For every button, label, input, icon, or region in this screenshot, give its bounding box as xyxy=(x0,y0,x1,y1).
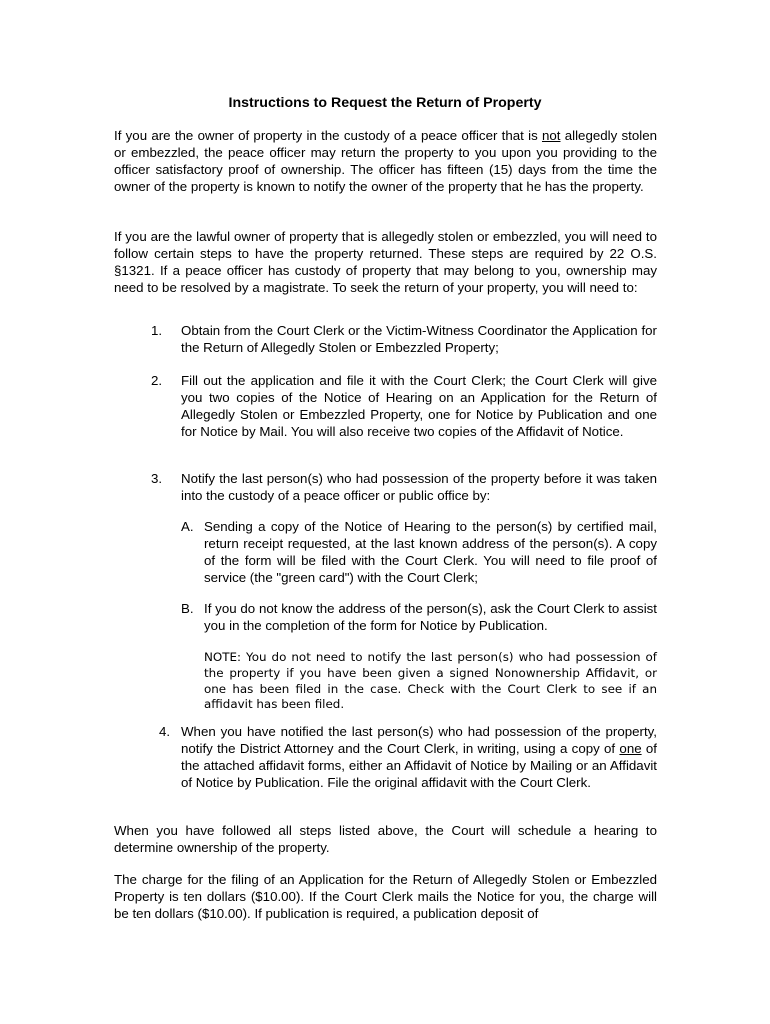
para1-text-before: If you are the owner of property in the custody of a peace officer that is xyxy=(114,128,542,143)
substep-b-letter: B. xyxy=(181,601,194,616)
step-2-text: Fill out the application and file it with the Court Clerk; the Court Clerk will give you two copies of the Notice of Hearing on an Application for the Return of Allegedly Stolen or Embezzled Property, one for Notice by Publication and one for Notice by Mail. You will also receive two copies of the Affidavit of Notice. xyxy=(181,373,657,439)
filing-charge-paragraph: The charge for the filing of an Application for the Return of Allegedly Stolen or Embezzled Property is ten dollars ($10.00). If the Court Clerk mails the Notice for you, the charge will be ten dollars ($10.00). If publication is required, a publication deposit of xyxy=(114,872,657,921)
page-title: Instructions to Request the Return of Property xyxy=(228,95,542,111)
step-3-substep-a xyxy=(181,519,657,587)
step-3-number: 3. xyxy=(151,471,163,486)
step-1-number: 1. xyxy=(151,323,163,338)
step-1-text: Obtain from the Court Clerk or the Victim-Witness Coordinator the Application for the Return of Allegedly Stolen or Embezzled Property; xyxy=(181,323,657,355)
substep-b-text: If you do not know the address of the person(s), ask the Court Clerk to assist you in the completion of the form for Notice by Publication. xyxy=(204,601,657,633)
substep-a-text: Sending a copy of the Notice of Hearing to the person(s) by certified mail, return receipt requested, at the last known address of the person(s). A copy of the form will be filed with the Court Clerk. You will need to file proof of service (the "green card") with the Court Clerk; xyxy=(204,519,657,585)
step-3-substep-b xyxy=(181,601,657,635)
hearing-paragraph: When you have followed all steps listed above, the Court will schedule a hearing to determine ownership of the property. xyxy=(114,823,657,855)
step-4-text xyxy=(181,724,657,792)
step-4-text-after: of the attached affidavit forms, either an Affidavit of Notice by Mailing or an Affidavit of Notice by Publication. File the original affidavit with the Court Clerk. xyxy=(181,740,657,790)
emphasis-not: not xyxy=(541,128,561,143)
emphasis-one: one xyxy=(619,740,642,756)
step-4-text-before: When you have notified the last person(s) who had possession of the property, notify the District Attorney and the Court Clerk, in writing, using a copy of xyxy=(181,724,657,756)
substep-a-letter: A. xyxy=(181,519,194,534)
step-3-text: Notify the last person(s) who had possession of the property before it was taken into the custody of a peace officer or public office by: xyxy=(181,471,657,503)
nonownership-note: NOTE: You do not need to notify the last person(s) who had possession of the property if you have been given a signed Nonownership Affidavit, or one has been filed in the case. Check with the Court Clerk to see if an affidavit has been filed. xyxy=(204,650,657,712)
para1-text-after: allegedly stolen or embezzled, the peace officer may return the property to you upon you providing to the officer satisfactory proof of ownership. The officer has fifteen (15) days from the time the owner of the property is known to notify the owner of the property that he has the property. xyxy=(114,128,657,194)
intro-paragraph-non-stolen xyxy=(114,128,657,196)
step-2-number: 2. xyxy=(151,373,163,388)
intro-paragraph-stolen: If you are the lawful owner of property that is allegedly stolen or embezzled, you will need to follow certain steps to have the property returned. These steps are required by 22 O.S. §1321. If a peace officer has custody of property that may belong to you, ownership may need to be resolved by a magistrate. To seek the return of your property, you will need to: xyxy=(114,229,657,295)
step-4-number: 4. xyxy=(159,724,171,739)
